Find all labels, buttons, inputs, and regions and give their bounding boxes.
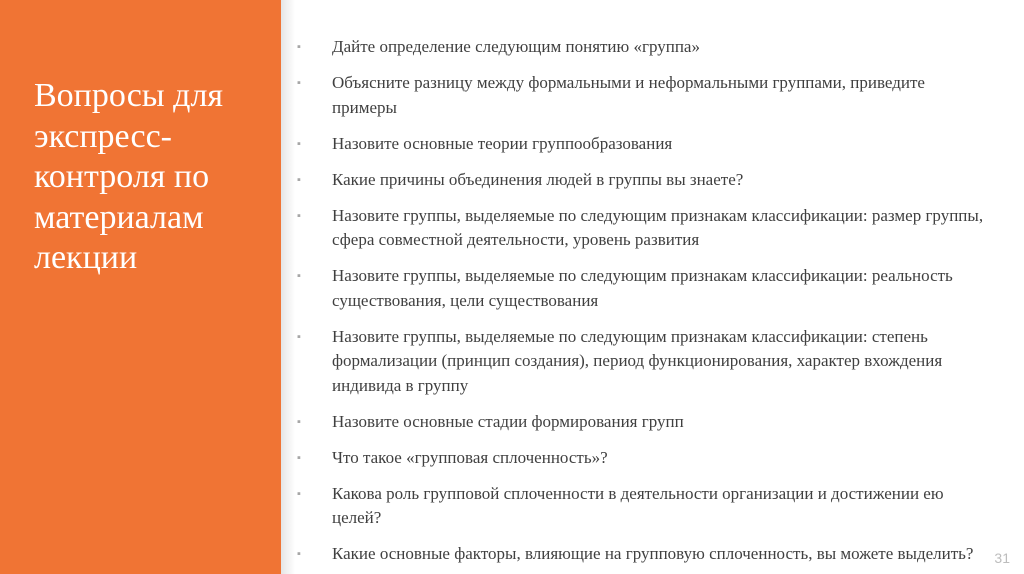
list-item (297, 542, 987, 567)
list-item-text: Назовите группы, выделяемые по следующим признакам классификации: размер группы, сфера совместной деятельности, уровень развития (332, 205, 984, 249)
panel-shadow (281, 0, 295, 574)
list-item-text: Объясните разницу между формальными и неформальными группами, приведите примеры (332, 73, 925, 117)
bullet-square-icon: ▪ (297, 548, 301, 560)
list-item-text: Какие причины объединения людей в группы вы знаете? (332, 169, 744, 189)
question-list (297, 35, 987, 574)
slide-title: Вопросы для экспресс- контроля по материалам лекции (34, 77, 224, 276)
list-item (297, 446, 987, 471)
list-item (297, 35, 987, 60)
list-item-text: Какие основные факторы, влияющие на групповую сплоченность, вы можете выделить? (332, 544, 974, 563)
bullet-square-icon: ▪ (297, 41, 301, 53)
list-item (297, 264, 987, 313)
list-item-text: Какова роль групповой сплоченности в деятельности организации и достижении ею целей? (332, 483, 944, 527)
list-item-text: Назовите основные теории группообразования (332, 133, 673, 153)
list-item (297, 482, 987, 531)
page-number: 31 (994, 550, 1010, 566)
bullet-square-icon: ▪ (297, 270, 301, 282)
bullet-square-icon: ▪ (297, 173, 301, 186)
title-panel (0, 0, 281, 574)
bullet-square-icon: ▪ (297, 330, 301, 343)
list-item-text: Дайте определение следующим понятию «группа» (332, 37, 700, 56)
bullet-square-icon: ▪ (297, 415, 301, 428)
list-item (297, 204, 987, 253)
list-item (297, 71, 987, 120)
list-item (297, 168, 987, 193)
bullet-square-icon: ▪ (297, 209, 301, 222)
list-item (297, 132, 987, 157)
bullet-square-icon: ▪ (297, 137, 301, 150)
list-item (297, 325, 987, 399)
bullet-square-icon: ▪ (297, 77, 301, 89)
list-item-text: Назовите основные стадии формирования групп (332, 411, 684, 431)
list-item-text: Назовите группы, выделяемые по следующим признакам классификации: реальность существования, цели существования (332, 266, 953, 310)
bullet-square-icon: ▪ (297, 487, 301, 500)
list-item-text: Назовите группы, выделяемые по следующим признакам классификации: степень формализации (принцип создания), период функционирования, характер вхождения индивида в группу (332, 326, 943, 395)
bullet-square-icon: ▪ (297, 451, 301, 464)
list-item (297, 410, 987, 435)
list-item-text: Что такое «групповая сплоченность»? (332, 447, 608, 467)
